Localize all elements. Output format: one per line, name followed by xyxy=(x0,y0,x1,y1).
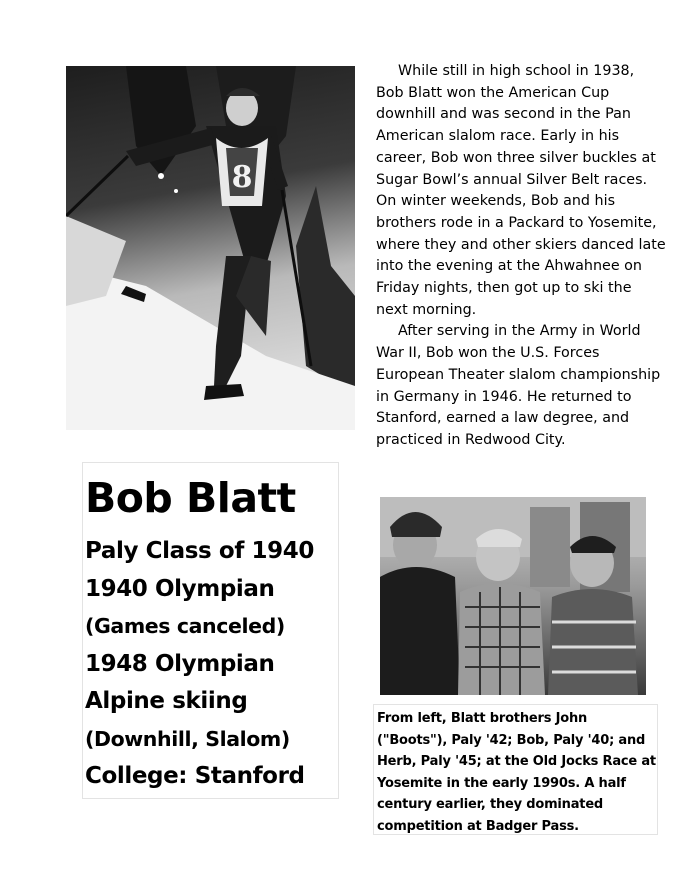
athlete-info-box xyxy=(82,462,339,799)
photo-caption-box xyxy=(373,704,658,835)
fact-games-canceled: (Games canceled) xyxy=(85,614,285,638)
fact-sport: Alpine skiing xyxy=(85,688,248,714)
skier-photo xyxy=(66,66,355,430)
bib-number: 8 xyxy=(231,160,253,195)
bio-paragraph: While still in high school in 1938, Bob Blatt won the American Cup downhill and was second in the Pan American slalom race. Early in his career, Bob won three silver buckles at Sugar Bowl’s annual Silver Belt races. On winter weekends, Bob and his brothers rode in a Packard to Yosemite, where they and other skiers danced late into the evening at the Ahwahnee on Friday nights, then got up to ski the next morning. xyxy=(376,63,666,318)
brothers-photo xyxy=(380,497,646,695)
fact-olympian-1948: 1948 Olympian xyxy=(85,650,275,677)
fact-olympian-1940: 1940 Olympian xyxy=(85,575,275,602)
fact-college: College: Stanford xyxy=(85,763,305,789)
fact-events: (Downhill, Slalom) xyxy=(85,726,290,751)
bio-paragraph: After serving in the Army in World War II, Bob won the U.S. Forces European Theater slalom championship in Germany in 1946. He returned to Stanford, earned a law degree, and practiced in Redwood City. xyxy=(376,323,661,448)
skier-photo-illustration xyxy=(66,66,355,430)
athlete-facts xyxy=(85,533,338,796)
biography-text xyxy=(376,61,666,452)
athlete-name: Bob Blatt xyxy=(85,474,296,522)
photo-caption: From left, Blatt brothers John ("Boots"), Paly '42; Bob, Paly '40; and Herb, Paly '45; at the Old Jocks Race at Yosemite in the early 1990s. A half century earlier, they dominated competition at Badger Pass. xyxy=(377,711,656,834)
fact-class: Paly Class of 1940 xyxy=(85,538,314,564)
brothers-photo-illustration xyxy=(380,497,646,695)
